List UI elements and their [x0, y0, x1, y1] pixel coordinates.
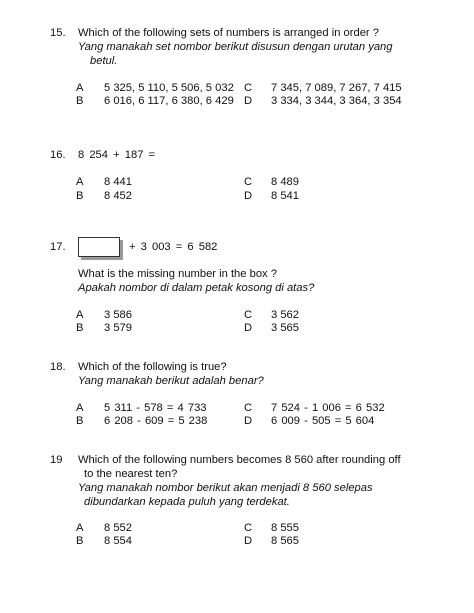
option-label-c: C	[244, 176, 253, 188]
question-text-english-cont: to the nearest ten?	[84, 468, 178, 480]
question-text-malay: Yang manakah set nombor berikut disusun dengan urutan yang	[78, 41, 393, 53]
option-label-a: A	[76, 176, 84, 188]
question-text-english: Which of the following numbers becomes 8 560 after rounding off	[78, 454, 401, 466]
equation-text: + 3 003 = 6 582	[129, 241, 218, 253]
question-text-english: Which of the following is true?	[78, 361, 227, 373]
question-number: 17.	[50, 241, 66, 253]
option-label-b: B	[76, 95, 84, 107]
option-label-b: B	[76, 535, 84, 547]
question-text-malay: Apakah nombor di dalam petak kosong di atas?	[78, 282, 315, 294]
option-label-a: A	[76, 82, 84, 94]
question-number: 19	[50, 454, 63, 466]
question-number: 18.	[50, 361, 66, 373]
option-b: 6 208 - 609 = 5 238	[104, 415, 208, 427]
option-b: 8 554	[104, 535, 132, 547]
option-label-b: B	[76, 322, 84, 334]
option-b: 3 579	[104, 322, 132, 334]
option-d: 8 541	[271, 190, 299, 202]
option-label-c: C	[244, 82, 253, 94]
option-c: 8 489	[271, 176, 299, 188]
option-label-b: B	[76, 190, 84, 202]
option-a: 8 441	[104, 176, 132, 188]
option-d: 8 565	[271, 535, 299, 547]
question-number: 15.	[50, 27, 66, 39]
option-d: 3 565	[271, 322, 299, 334]
option-label-d: D	[244, 415, 253, 427]
option-a: 8 552	[104, 522, 132, 534]
option-label-a: A	[76, 522, 84, 534]
option-label-c: C	[244, 522, 253, 534]
question-text-malay-cont: betul.	[90, 55, 118, 67]
question-text-malay-cont: dibundarkan kepada puluh yang terdekat.	[84, 496, 290, 508]
option-a: 5 325, 5 110, 5 506, 5 032	[104, 82, 234, 94]
option-c: 8 555	[271, 522, 299, 534]
option-a: 5 311 - 578 = 4 733	[104, 402, 207, 414]
question-text-english: Which of the following sets of numbers is arranged in order ?	[78, 27, 379, 39]
option-label-d: D	[244, 95, 253, 107]
option-c: 7 524 - 1 006 = 6 532	[271, 402, 385, 414]
option-c: 7 345, 7 089, 7 267, 7 415	[271, 82, 402, 94]
option-label-d: D	[244, 322, 253, 334]
option-label-d: D	[244, 535, 253, 547]
question-text-english: What is the missing number in the box ?	[78, 268, 277, 280]
option-label-b: B	[76, 415, 84, 427]
option-label-c: C	[244, 402, 253, 414]
question-number: 16.	[50, 149, 66, 161]
question-text: 8 254 + 187 =	[78, 149, 156, 161]
option-d: 6 009 - 505 = 5 604	[271, 415, 375, 427]
option-label-d: D	[244, 190, 253, 202]
option-b: 6 016, 6 117, 6 380, 6 429	[104, 95, 234, 107]
option-b: 8 452	[104, 190, 132, 202]
option-c: 3 562	[271, 309, 299, 321]
question-text-malay: Yang manakah berikut adalah benar?	[78, 375, 264, 387]
option-label-a: A	[76, 402, 84, 414]
option-a: 3 586	[104, 309, 132, 321]
option-label-c: C	[244, 309, 253, 321]
missing-number-box	[78, 237, 120, 257]
question-text-malay: Yang manakah nombor berikut akan menjadi 8 560 selepas	[78, 482, 373, 494]
option-d: 3 334, 3 344, 3 364, 3 354	[271, 95, 402, 107]
option-label-a: A	[76, 309, 84, 321]
